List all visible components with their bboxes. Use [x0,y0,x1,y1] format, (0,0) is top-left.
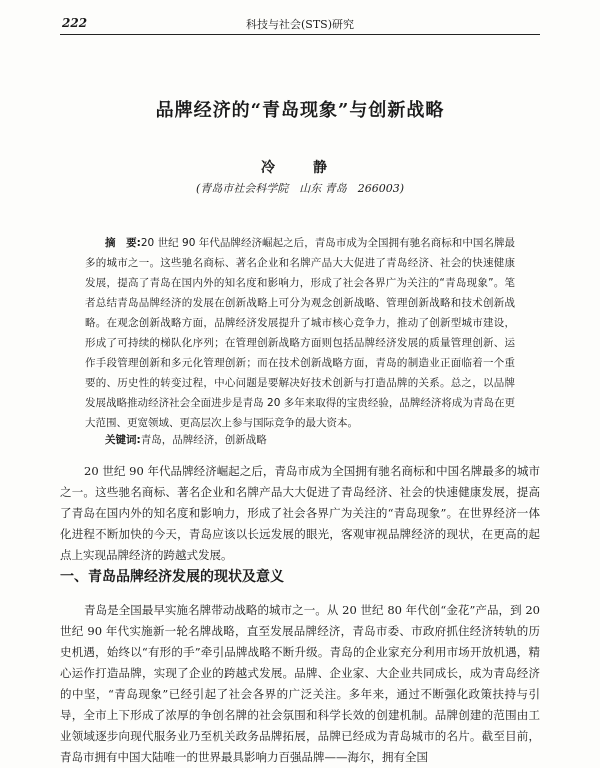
abstract-label: 摘 要: [105,237,141,249]
article-title: 品牌经济的“青岛现象”与创新战略 [155,100,445,121]
keywords-text: 青岛，品牌经济，创新战略 [140,434,267,446]
abstract [85,233,515,433]
intro-paragraph: 20 世纪 90 年代品牌经济崛起之后，青岛市成为全国拥有驰名商标和中国名牌最多的城市之一。这些驰名商标、著名企业和名牌产品大大促进了青岛经济、社会的快速健康发展，提高了青岛在国内外的知名度和影响力，形成了社会各界广为关注的“青岛现象”。在世界经济一体化进程不断加快的今天，青岛应该以长远发展的眼光，客观审视品牌经济的现状，在更高的起点上实现品牌经济的跨越式发展。 [60,464,540,562]
keywords [85,430,515,450]
body-paragraph: 青岛是全国最早实施名牌带动战略的城市之一。从 20 世纪 80 年代创“金花”产品，到 20 世纪 90 年代实施新一轮名牌战略，直至发展品牌经济，青岛市委、市政府抓住经济转轨的历史机遇，始终以“有形的手”牵引品牌战略不断升级。青岛的企业家充分利用市场开放机遇，精心运作打造品牌，实现了企业的跨越式发展。品牌、企业家、大企业共同成长，成为青岛经济的中坚，“青岛现象”已经引起了社会各界的广泛关注。多年来，通过不断强化政策扶持与引导，全市上下形成了浓厚的争创名牌的社会氛围和科学长效的创建机制。品牌创建的范围由工业领域逐步向现代服务业乃至机关政务品牌拓展，品牌已经成为青岛城市的名片。截至目前，青岛市拥有中国大陆唯一的世界最具影响力百强品牌——海尔，拥有全国 [60,603,540,764]
journal-name: 科技与社会(STS)研究 [246,18,354,31]
page-number: 222 [62,16,88,30]
abstract-text: 20 世纪 90 年代品牌经济崛起之后，青岛市成为全国拥有驰名商标和中国名牌最多的城市之一。这些驰名商标、著名企业和名牌产品大大促进了青岛经济、社会的快速健康发展，提高了青岛在国内外的知名度和影响力，形成了社会各界广为关注的“青岛现象”。笔者总结青岛品牌经济的发展在创新战略上可分为观念创新战略、管理创新战略和技术创新战略。在观念创新战略方面，品牌经济发展提升了城市核心竞争力，推动了创新型城市建设，形成了可持续的梯队化序列；在管理创新战略方面则包括品牌经济发展的质量管理创新、运作手段管理创新和多元化管理创新；而在技术创新战略方面，青岛的制造业正面临着一个重要的、历史性的转变过程，中心问题是要解决好技术创新与打造品牌的关系。总之，以品牌发展战略推动经济社会全面进步是青岛 20 多年来取得的宝贵经验，品牌经济将成为青岛在更大范围、更宽领域、更高层次上参与国际竞争的最大资本。 [85,237,515,429]
author-name: 冷 静 [261,160,339,176]
running-header [60,14,540,35]
author-affiliation: (青岛市社会科学院 山东 青岛 266003) [195,182,405,195]
section-heading: 一、青岛品牌经济发展的现状及意义 [60,569,284,585]
keywords-label: 关键词: [105,434,141,446]
